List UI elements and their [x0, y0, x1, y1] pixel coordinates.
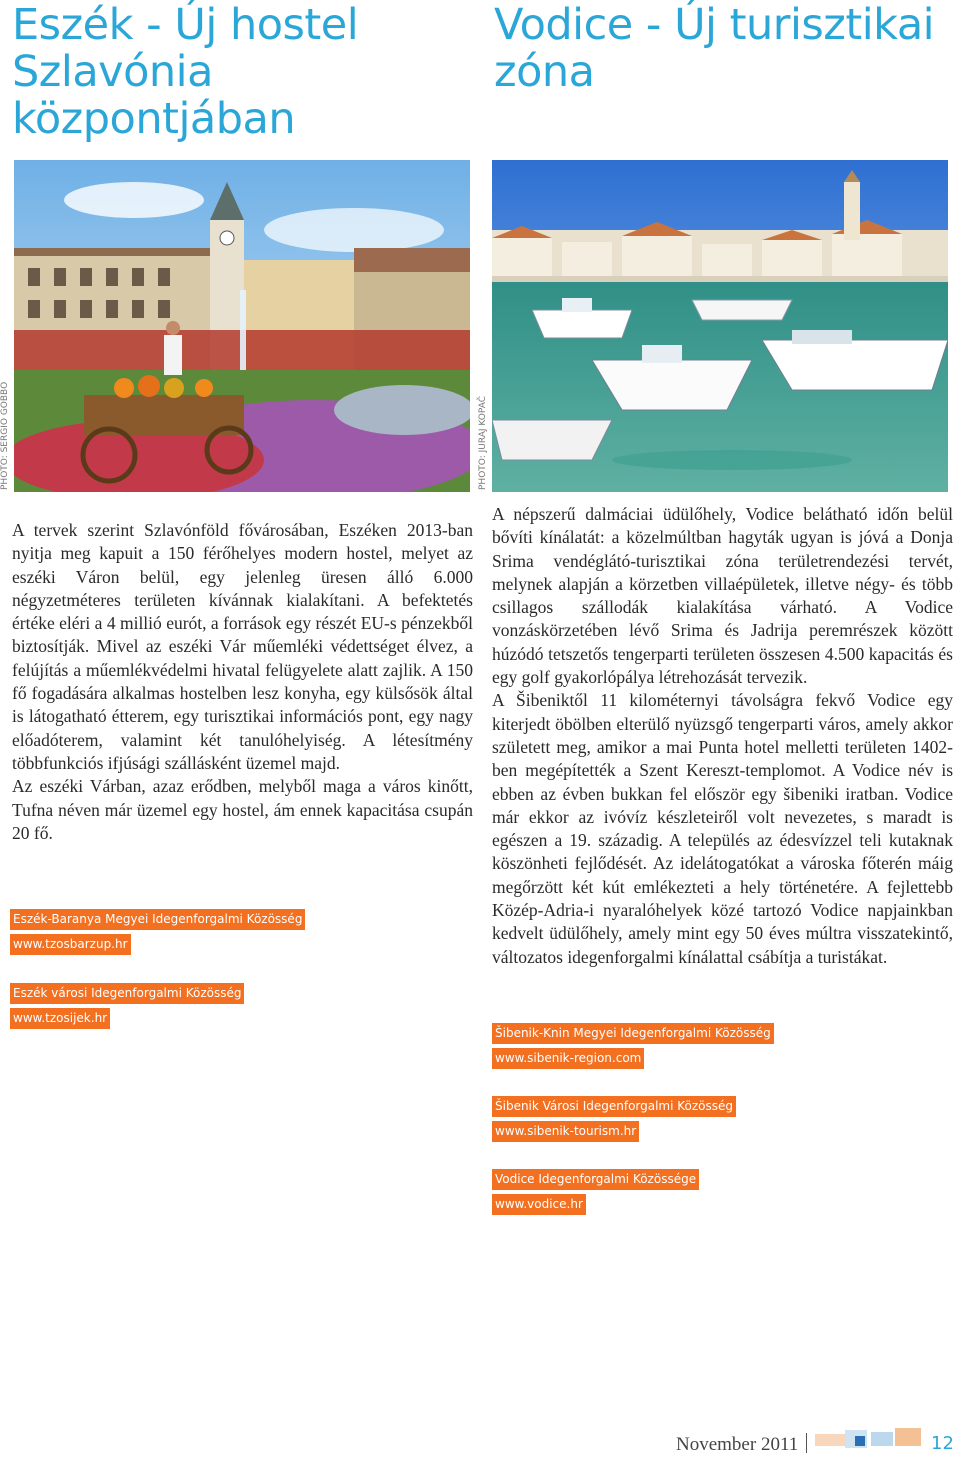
- article-title-vodice: Vodice - Új turisztikai zóna: [494, 0, 935, 97]
- article-title-osijek: Eszék - Új hostel Szlavónia központjában: [12, 0, 359, 144]
- contact-org: Šibenik Városi Idegenforgalmi Közösség: [492, 1096, 736, 1117]
- osijek-square-photo: [14, 160, 470, 492]
- issue-date: November 2011: [676, 1434, 799, 1455]
- paragraph: A Šibeniktől 11 kilométernyi távolságra fekvő Vodice egy kiterjedt öbölben elterülő nyüzsgő tengerparti város, amely akkor született meg, amikor a mai Punta hotel melletti területen 1402-ben megépítették a Szent Kereszt-templomot. A Vodice név is ebben az évben bukkan fel először egy šibeniki iratban. Vodice már ekkor az ivóvíz készleteiről volt nevezetes, s maradt is egészen a 19. századig. A település az édesvízzel teli kutaknak köszönheti fejlődését. Az idelátogatókat a városka főterén máig megőrzött két kút emlékezteti a hely történetére. A fejlettebb Közép-Adria-i nyaralóhelyek közé tartozó Vodice napjainkban kedvelt üdülőhely, amely mint egy 50 éves múltra visszatekintő, változatos idegenforgalmi kínálattal csábítja a turistákat.: [492, 690, 953, 967]
- contact-link[interactable]: www.vodice.hr: [492, 1194, 586, 1215]
- contact-block: [10, 909, 305, 955]
- contact-link[interactable]: www.sibenik-tourism.hr: [492, 1121, 639, 1142]
- paragraph: Az eszéki Várban, azaz erődben, melyből maga a város kinőtt, Tufna néven már üzemel egy hostel, ám ennek kapacitása csupán 20 fő.: [12, 776, 473, 843]
- contact-org: Eszék városi Idegenforgalmi Közösség: [10, 983, 244, 1004]
- photo-credit-left: PHOTO: SERGIO GOBBO: [0, 381, 10, 490]
- paragraph: A tervek szerint Szlavónföld fővárosában, Eszéken 2013-ban nyitja meg kapuit a 150 férőhelyes modern hostel, melyet az eszéki Váron belül, egy jelenleg üresen álló 6.000 négyzetméteres területen kívánnak kialakítani. A befektetés értéke eléri a 4 millió eurót, a források egy részét EU-s pénzekből biztosítják. Mivel az eszéki Vár műemléki védettséget élvez, a felújítás a műemlékvédelmi hivatal felügyelete alatt zajlik. A 150 fő fogadására alkalmas hostelben lesz konyha, egy külsősök által is látogatható étterem, egy turisztikai információs pont, egy nagy előadóterem, valamint két tanulóhelyiség. A létesítmény többfunkciós ifjúsági szállásként üzemel majd.: [12, 520, 473, 773]
- contact-block: [10, 983, 244, 1029]
- magazine-logo: [815, 1428, 923, 1450]
- contact-link[interactable]: www.tzosbarzup.hr: [10, 934, 131, 955]
- vodice-harbour-photo: [492, 160, 948, 492]
- contact-link[interactable]: www.sibenik-region.com: [492, 1048, 644, 1069]
- contact-block: [492, 1169, 699, 1215]
- article-body-osijek: [12, 519, 473, 845]
- contact-block: [492, 1096, 736, 1142]
- article-body-vodice: [492, 503, 953, 969]
- contact-org: Eszék-Baranya Megyei Idegenforgalmi Közösség: [10, 909, 305, 930]
- contact-org: Šibenik-Knin Megyei Idegenforgalmi Közösség: [492, 1023, 774, 1044]
- footer-divider: [806, 1433, 807, 1453]
- paragraph: A népszerű dalmáciai üdülőhely, Vodice belátható időn belül bővíti kínálatát: a közelmúltban hagyták ugyan is jóvá a Donja Srima vendéglátó-turisztikai zóna területrendezési tervét, melynek alapján a körzetben villaépületek, illetve négy- és több csillagos szállodák kialakítása várható. A Vodice vonzáskörzetében lévő Srima és Jadrija peremrészek között húzódó tetszetős tengerparti területen összesen 4.500 kapacitás és egy golf gyakorlópálya létrehozását tervezik.: [492, 504, 953, 688]
- contact-link[interactable]: www.tzosijek.hr: [10, 1008, 110, 1029]
- page-number: 12: [931, 1433, 954, 1454]
- contact-org: Vodice Idegenforgalmi Közössége: [492, 1169, 699, 1190]
- photo-credit-right: PHOTO: JURAJ KOPAČ: [478, 395, 488, 490]
- contact-block: [492, 1023, 774, 1069]
